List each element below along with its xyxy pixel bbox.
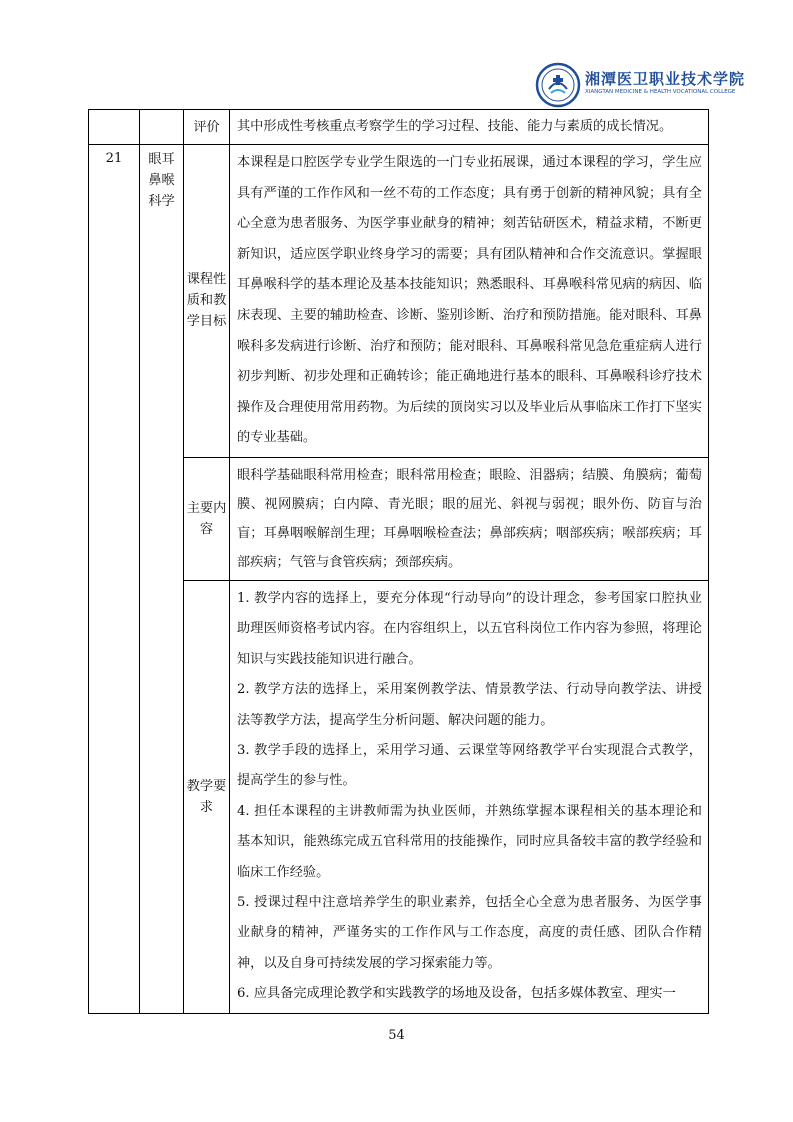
evaluation-label: 评价 [184, 110, 230, 145]
main-content-label: 主要内容 [184, 457, 230, 580]
college-emblem-icon [535, 62, 581, 108]
course-table [88, 109, 709, 1014]
course-number: 21 [89, 145, 140, 1014]
main-content-text: 眼科学基础眼科常用检查；眼科常用检查；眼睑、泪器病；结膜、角膜病；葡萄膜、视网膜病；白内障、青光眼；眼的屈光、斜视与弱视；眼外伤、防盲与治盲；耳鼻咽喉解剖生理；耳鼻咽喉检查法；鼻部疾病；咽部疾病；喉部疾病；耳部疾病；气管与食管疾病；颈部疾病。 [230, 457, 709, 580]
logo-chinese-name: 湘潭医卫职业技术学院 [585, 70, 746, 88]
objectives-label: 课程性质和教学目标 [184, 145, 230, 458]
empty-course-cell [140, 110, 184, 145]
requirement-item-5: 5. 授课过程中注意培养学生的职业素养，包括全心全意为患者服务、为医学事业献身的精神，严谨务实的工作作风与工作态度，高度的责任感、团队合作精神，以及自身可持续发展的学习探索能力等。 [237, 895, 702, 971]
logo-english-name: XIANGTAN MEDICINE & HEALTH VOCATIONAL COLLEGE [585, 89, 736, 95]
objectives-text: 本课程是口腔医学专业学生限选的一门专业拓展课，通过本课程的学习，学生应具有严谨的工作作风和一丝不苟的工作态度；具有勇于创新的精神风貌；具有全心全意为患者服务、为医学事业献身的精神；刻苦钻研医术，精益求精，不断更新知识，适应医学职业终身学习的需要；具有团队精神和合作交流意识。掌握眼耳鼻喉科学的基本理论及基本技能知识；熟悉眼科、耳鼻喉科常见病的病因、临床表现、主要的辅助检查、诊断、鉴别诊断、治疗和预防措施。能对眼科、耳鼻喉科多发病进行诊断、治疗和预防；能对眼科、耳鼻喉科常见急危重症病人进行初步判断、初步处理和正确转诊；能正确地进行基本的眼科、耳鼻喉科诊疗技术操作及合理使用常用药物。为后续的顶岗实习以及毕业后从事临床工作打下坚实的专业基础。 [230, 145, 709, 458]
evaluation-text: 其中形成性考核重点考察学生的学习过程、技能、能力与素质的成长情况。 [230, 110, 709, 145]
requirements-list [230, 580, 709, 1013]
table-row-objectives [89, 145, 709, 458]
requirement-item-2: 2. 教学方法的选择上，采用案例教学法、情景教学法、行动导向教学法、讲授法等教学方法，提高学生分析问题、解决问题的能力。 [237, 682, 702, 728]
page-number: 54 [388, 1028, 405, 1043]
requirements-label: 教学要求 [184, 580, 230, 1013]
requirement-item-3: 3. 教学手段的选择上，采用学习通、云课堂等网络教学平台实现混合式教学，提高学生的参与性。 [237, 742, 702, 789]
requirement-item-4: 4. 担任本课程的主讲教师需为执业医师，并熟练掌握本课程相关的基本理论和基本知识，能熟练完成五官科常用的技能操作，同时应具备较丰富的教学经验和临床工作经验。 [237, 803, 702, 880]
course-name: 眼耳鼻喉科学 [140, 145, 184, 1014]
empty-number-cell [89, 110, 140, 145]
requirement-item-6: 6. 应具备完成理论教学和实践教学的场地及设备，包括多媒体教室、理实一 [237, 986, 676, 1002]
college-logo [535, 62, 746, 108]
requirement-item-1: 1. 教学内容的选择上，要充分体现“行动导向”的设计理念，参考国家口腔执业助理医师资格考试内容。在内容组织上，以五官科岗位工作内容为参照，将理论知识与实践技能知识进行融合。 [237, 590, 702, 667]
table-row-evaluation [89, 110, 709, 145]
